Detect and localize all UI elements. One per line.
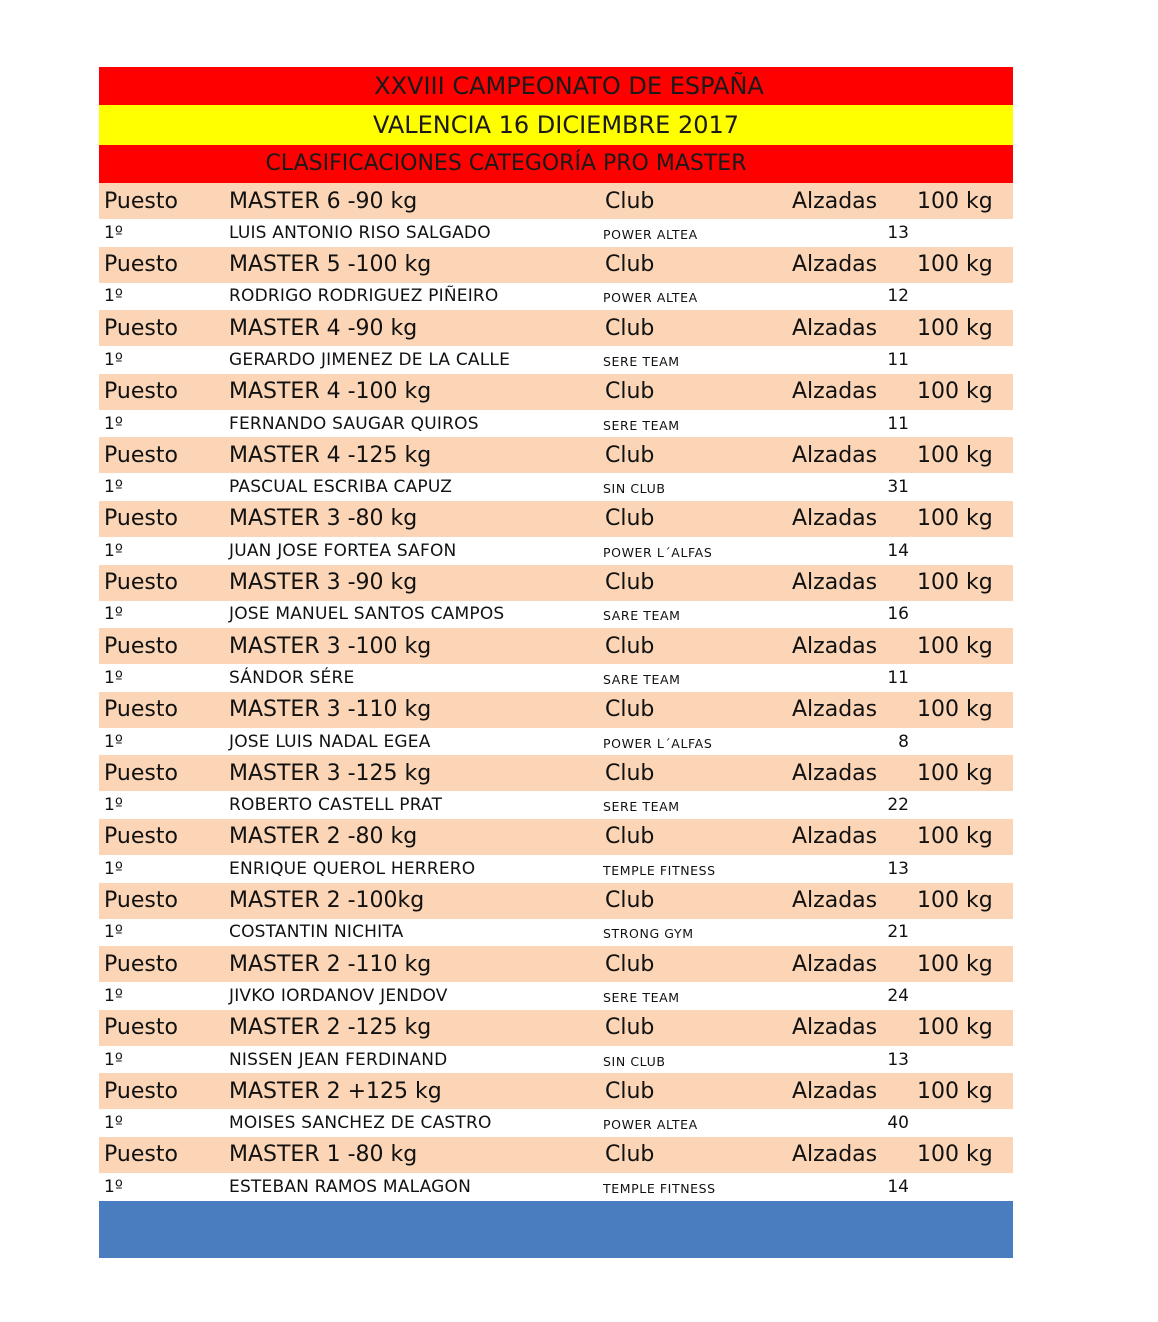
category-label: MASTER 2 +125 kg [229,1078,442,1104]
alzadas-label: Alzadas [792,1015,878,1041]
footer-bar [99,1201,1013,1258]
category-label: MASTER 2 -80 kg [229,824,418,850]
place: 1º [104,1049,123,1070]
result-row [99,410,1013,438]
lift-count: 40 [887,1113,909,1134]
place: 1º [104,349,123,370]
club-label: Club [605,697,655,723]
category-label: MASTER 2 -125 kg [229,1015,432,1041]
category-header-row [99,565,1013,601]
athlete-name: FERNANDO SAUGAR QUIROS [229,413,479,434]
club-label: Club [605,252,655,278]
place: 1º [104,858,123,879]
category-header-row [99,692,1013,728]
alzadas-label: Alzadas [792,1078,878,1104]
puesto-label: Puesto [104,1015,178,1041]
club-label: Club [605,188,655,214]
club-label: Club [605,888,655,914]
lift-count: 22 [887,795,909,816]
category-header-row [99,819,1013,855]
category-label: MASTER 3 -125 kg [229,760,432,786]
puesto-label: Puesto [104,824,178,850]
athlete-name: GERARDO JIMENEZ DE LA CALLE [229,349,511,370]
lift-count: 31 [887,477,909,498]
result-row [99,219,1013,247]
club-label: Club [605,442,655,468]
athlete-name: RODRIGO RODRIGUEZ PIÑEIRO [229,286,499,307]
alzadas-label: Alzadas [792,188,878,214]
category-header-row [99,1073,1013,1109]
club-label: Club [605,951,655,977]
lift-count: 13 [887,222,909,243]
puesto-label: Puesto [104,633,178,659]
alzadas-label: Alzadas [792,570,878,596]
alzadas-label: Alzadas [792,1142,878,1168]
place: 1º [104,540,123,561]
category-label: MASTER 1 -80 kg [229,1142,418,1168]
place: 1º [104,922,123,943]
puesto-label: Puesto [104,760,178,786]
club-label: Club [605,1078,655,1104]
result-row [99,664,1013,692]
puesto-label: Puesto [104,252,178,278]
weight-label: 100 kg [917,697,993,723]
weight-label: 100 kg [917,188,993,214]
puesto-label: Puesto [104,188,178,214]
weight-label: 100 kg [917,1142,993,1168]
category-header-row [99,1137,1013,1173]
place: 1º [104,731,123,752]
club-name: POWER ALTEA [603,1117,698,1133]
results-sheet [99,67,1013,1258]
club-label: Club [605,1015,655,1041]
puesto-label: Puesto [104,888,178,914]
classification-heading: CLASIFICACIONES CATEGORÍA PRO MASTER [99,145,1013,183]
club-label: Club [605,633,655,659]
category-header-row [99,1010,1013,1046]
athlete-name: LUIS ANTONIO RISO SALGADO [229,222,491,243]
lift-count: 14 [887,1176,909,1197]
category-label: MASTER 2 -100kg [229,888,425,914]
category-header-row [99,755,1013,791]
lift-count: 11 [887,413,909,434]
club-label: Club [605,315,655,341]
place: 1º [104,1113,123,1134]
alzadas-label: Alzadas [792,951,878,977]
lift-count: 13 [887,1049,909,1070]
club-name: SERE TEAM [603,353,680,369]
club-name: SERE TEAM [603,989,680,1005]
club-name: SERE TEAM [603,799,680,815]
alzadas-label: Alzadas [792,379,878,405]
club-name: POWER L´ALFAS [603,544,713,560]
athlete-name: ENRIQUE QUEROL HERRERO [229,858,476,879]
puesto-label: Puesto [104,506,178,532]
event-location-date: VALENCIA 16 DICIEMBRE 2017 [99,105,1013,145]
club-name: SARE TEAM [603,608,681,624]
alzadas-label: Alzadas [792,697,878,723]
alzadas-label: Alzadas [792,315,878,341]
club-name: POWER ALTEA [603,226,698,242]
result-row [99,728,1013,756]
puesto-label: Puesto [104,442,178,468]
alzadas-label: Alzadas [792,824,878,850]
category-label: MASTER 4 -100 kg [229,379,432,405]
weight-label: 100 kg [917,888,993,914]
category-label: MASTER 5 -100 kg [229,252,432,278]
result-row [99,791,1013,819]
championship-title: XXVIII CAMPEONATO DE ESPAÑA [99,67,1013,105]
category-header-row [99,946,1013,982]
weight-label: 100 kg [917,252,993,278]
weight-label: 100 kg [917,951,993,977]
place: 1º [104,413,123,434]
club-name: SIN CLUB [603,1053,666,1069]
result-row [99,537,1013,565]
category-label: MASTER 3 -80 kg [229,506,418,532]
club-name: POWER L´ALFAS [603,735,713,751]
club-name: TEMPLE FITNESS [603,1180,716,1196]
club-label: Club [605,824,655,850]
result-row [99,1046,1013,1074]
place: 1º [104,477,123,498]
result-row [99,601,1013,629]
club-name: SARE TEAM [603,671,681,687]
category-label: MASTER 3 -100 kg [229,633,432,659]
puesto-label: Puesto [104,570,178,596]
weight-label: 100 kg [917,379,993,405]
alzadas-label: Alzadas [792,760,878,786]
club-name: SERE TEAM [603,417,680,433]
athlete-name: SÁNDOR SÉRE [229,667,355,688]
lift-count: 24 [887,985,909,1006]
athlete-name: ESTEBAN RAMOS MALAGON [229,1176,472,1197]
lift-count: 11 [887,667,909,688]
weight-label: 100 kg [917,760,993,786]
results-table [99,183,1013,1201]
weight-label: 100 kg [917,315,993,341]
result-row [99,1173,1013,1201]
club-name: POWER ALTEA [603,290,698,306]
weight-label: 100 kg [917,1015,993,1041]
puesto-label: Puesto [104,697,178,723]
club-label: Club [605,570,655,596]
alzadas-label: Alzadas [792,442,878,468]
alzadas-label: Alzadas [792,888,878,914]
lift-count: 12 [887,286,909,307]
athlete-name: JOSE MANUEL SANTOS CAMPOS [229,604,505,625]
weight-label: 100 kg [917,442,993,468]
result-row [99,473,1013,501]
athlete-name: JIVKO IORDANOV JENDOV [229,985,448,1006]
lift-count: 8 [898,731,909,752]
alzadas-label: Alzadas [792,506,878,532]
club-name: TEMPLE FITNESS [603,862,716,878]
puesto-label: Puesto [104,1078,178,1104]
weight-label: 100 kg [917,824,993,850]
athlete-name: MOISES SANCHEZ DE CASTRO [229,1113,492,1134]
category-label: MASTER 4 -125 kg [229,442,432,468]
category-header-row [99,883,1013,919]
place: 1º [104,795,123,816]
place: 1º [104,604,123,625]
weight-label: 100 kg [917,506,993,532]
place: 1º [104,286,123,307]
place: 1º [104,222,123,243]
place: 1º [104,667,123,688]
result-row [99,919,1013,947]
lift-count: 13 [887,858,909,879]
category-header-row [99,437,1013,473]
lift-count: 11 [887,349,909,370]
result-row [99,283,1013,311]
club-name: STRONG GYM [603,926,694,942]
category-label: MASTER 6 -90 kg [229,188,418,214]
club-label: Club [605,506,655,532]
category-label: MASTER 2 -110 kg [229,951,432,977]
athlete-name: JOSE LUIS NADAL EGEA [229,731,431,752]
club-label: Club [605,760,655,786]
result-row [99,855,1013,883]
athlete-name: PASCUAL ESCRIBA CAPUZ [229,477,453,498]
category-label: MASTER 3 -110 kg [229,697,432,723]
category-header-row [99,501,1013,537]
category-header-row [99,310,1013,346]
category-label: MASTER 4 -90 kg [229,315,418,341]
place: 1º [104,1176,123,1197]
weight-label: 100 kg [917,570,993,596]
puesto-label: Puesto [104,1142,178,1168]
category-label: MASTER 3 -90 kg [229,570,418,596]
athlete-name: ROBERTO CASTELL PRAT [229,795,443,816]
puesto-label: Puesto [104,951,178,977]
alzadas-label: Alzadas [792,252,878,278]
category-header-row [99,247,1013,283]
lift-count: 14 [887,540,909,561]
club-name: SIN CLUB [603,481,666,497]
club-label: Club [605,1142,655,1168]
result-row [99,346,1013,374]
category-header-row [99,374,1013,410]
athlete-name: JUAN JOSE FORTEA SAFON [229,540,457,561]
place: 1º [104,985,123,1006]
puesto-label: Puesto [104,379,178,405]
weight-label: 100 kg [917,1078,993,1104]
result-row [99,1109,1013,1137]
category-header-row [99,628,1013,664]
athlete-name: COSTANTIN NICHITA [229,922,404,943]
result-row [99,982,1013,1010]
athlete-name: NISSEN JEAN FERDINAND [229,1049,448,1070]
lift-count: 21 [887,922,909,943]
alzadas-label: Alzadas [792,633,878,659]
club-label: Club [605,379,655,405]
puesto-label: Puesto [104,315,178,341]
lift-count: 16 [887,604,909,625]
weight-label: 100 kg [917,633,993,659]
category-header-row [99,183,1013,219]
